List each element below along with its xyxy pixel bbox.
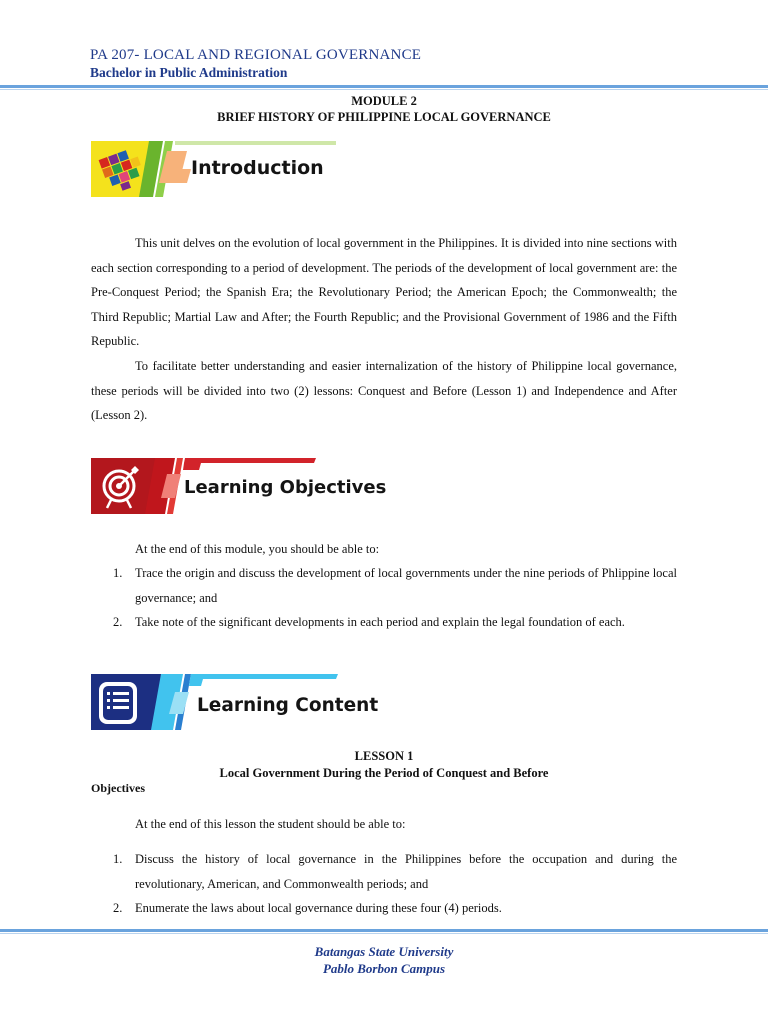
list-item bbox=[91, 847, 677, 896]
list-number: 2. bbox=[113, 615, 123, 629]
header-rule-thin bbox=[0, 89, 768, 90]
introduction-heading: Introduction bbox=[191, 157, 324, 179]
list-text: Trace the origin and discuss the development of local governments under the nine periods of Phlippine local governance; and bbox=[135, 566, 677, 605]
program-name: Bachelor in Public Administration bbox=[90, 65, 288, 80]
module-title: BRIEF HISTORY OF PHILIPPINE LOCAL GOVERNANCE bbox=[217, 110, 551, 124]
lesson-title: Local Government During the Period of Conquest and Before bbox=[219, 766, 549, 780]
list-number: 2. bbox=[113, 901, 123, 915]
header-rule bbox=[0, 85, 768, 88]
objectives-banner bbox=[91, 458, 387, 514]
content-banner bbox=[91, 674, 379, 730]
objectives-lead: At the end of this module, you should be able to: bbox=[135, 542, 380, 556]
list-text: Discuss the history of local governance in the Philippines before the occupation and during the revolutionary, American, and Commonwealth periods; and bbox=[135, 852, 677, 891]
list-item bbox=[91, 896, 677, 921]
intro-paragraph-2: To facilitate better understanding and easier internalization of the history of Philippine local governance, these periods will be divided into two (2) lessons: Conquest and Before (Lesson 1) and Independence and After (Lesson 2). bbox=[91, 359, 677, 422]
list-number: 1. bbox=[113, 566, 123, 580]
lesson-objectives-lead: At the end of this lesson the student should be able to: bbox=[135, 817, 406, 831]
lesson-number: LESSON 1 bbox=[354, 749, 414, 763]
module-number: MODULE 2 bbox=[351, 94, 417, 108]
list-item bbox=[91, 561, 677, 610]
list-number: 1. bbox=[113, 852, 123, 866]
lesson-objectives-heading: Objectives bbox=[91, 781, 145, 795]
footer-campus: Pablo Borbon Campus bbox=[322, 961, 446, 976]
list-item bbox=[91, 610, 677, 635]
lesson-objectives-list bbox=[91, 847, 677, 921]
footer-university: Batangas State University bbox=[314, 944, 454, 959]
list-text: Enumerate the laws about local governance during these four (4) periods. bbox=[135, 901, 502, 915]
introduction-banner bbox=[91, 141, 336, 197]
footer-rule bbox=[0, 929, 768, 932]
footer-rule-thin bbox=[0, 933, 768, 934]
course-title: PA 207- LOCAL AND REGIONAL GOVERNANCE bbox=[90, 47, 422, 63]
list-text: Take note of the significant developments in each period and explain the legal foundation of each. bbox=[135, 615, 625, 629]
module-objectives-list bbox=[91, 561, 677, 635]
objectives-heading: Learning Objectives bbox=[184, 477, 387, 498]
intro-paragraph-1: This unit delves on the evolution of local government in the Philippines. It is divided into nine sections with each section corresponding to a period of development. The periods of the development of local government are: the Pre-Conquest Period; the Spanish Era; the Revolutionary Period; the American Epoch; the Commonwealth; the Third Republic; Martial Law and After; the Fourth Republic; and the Provisional Government of 1986 and the Fifth Republic. bbox=[91, 236, 677, 348]
content-heading: Learning Content bbox=[197, 695, 379, 716]
